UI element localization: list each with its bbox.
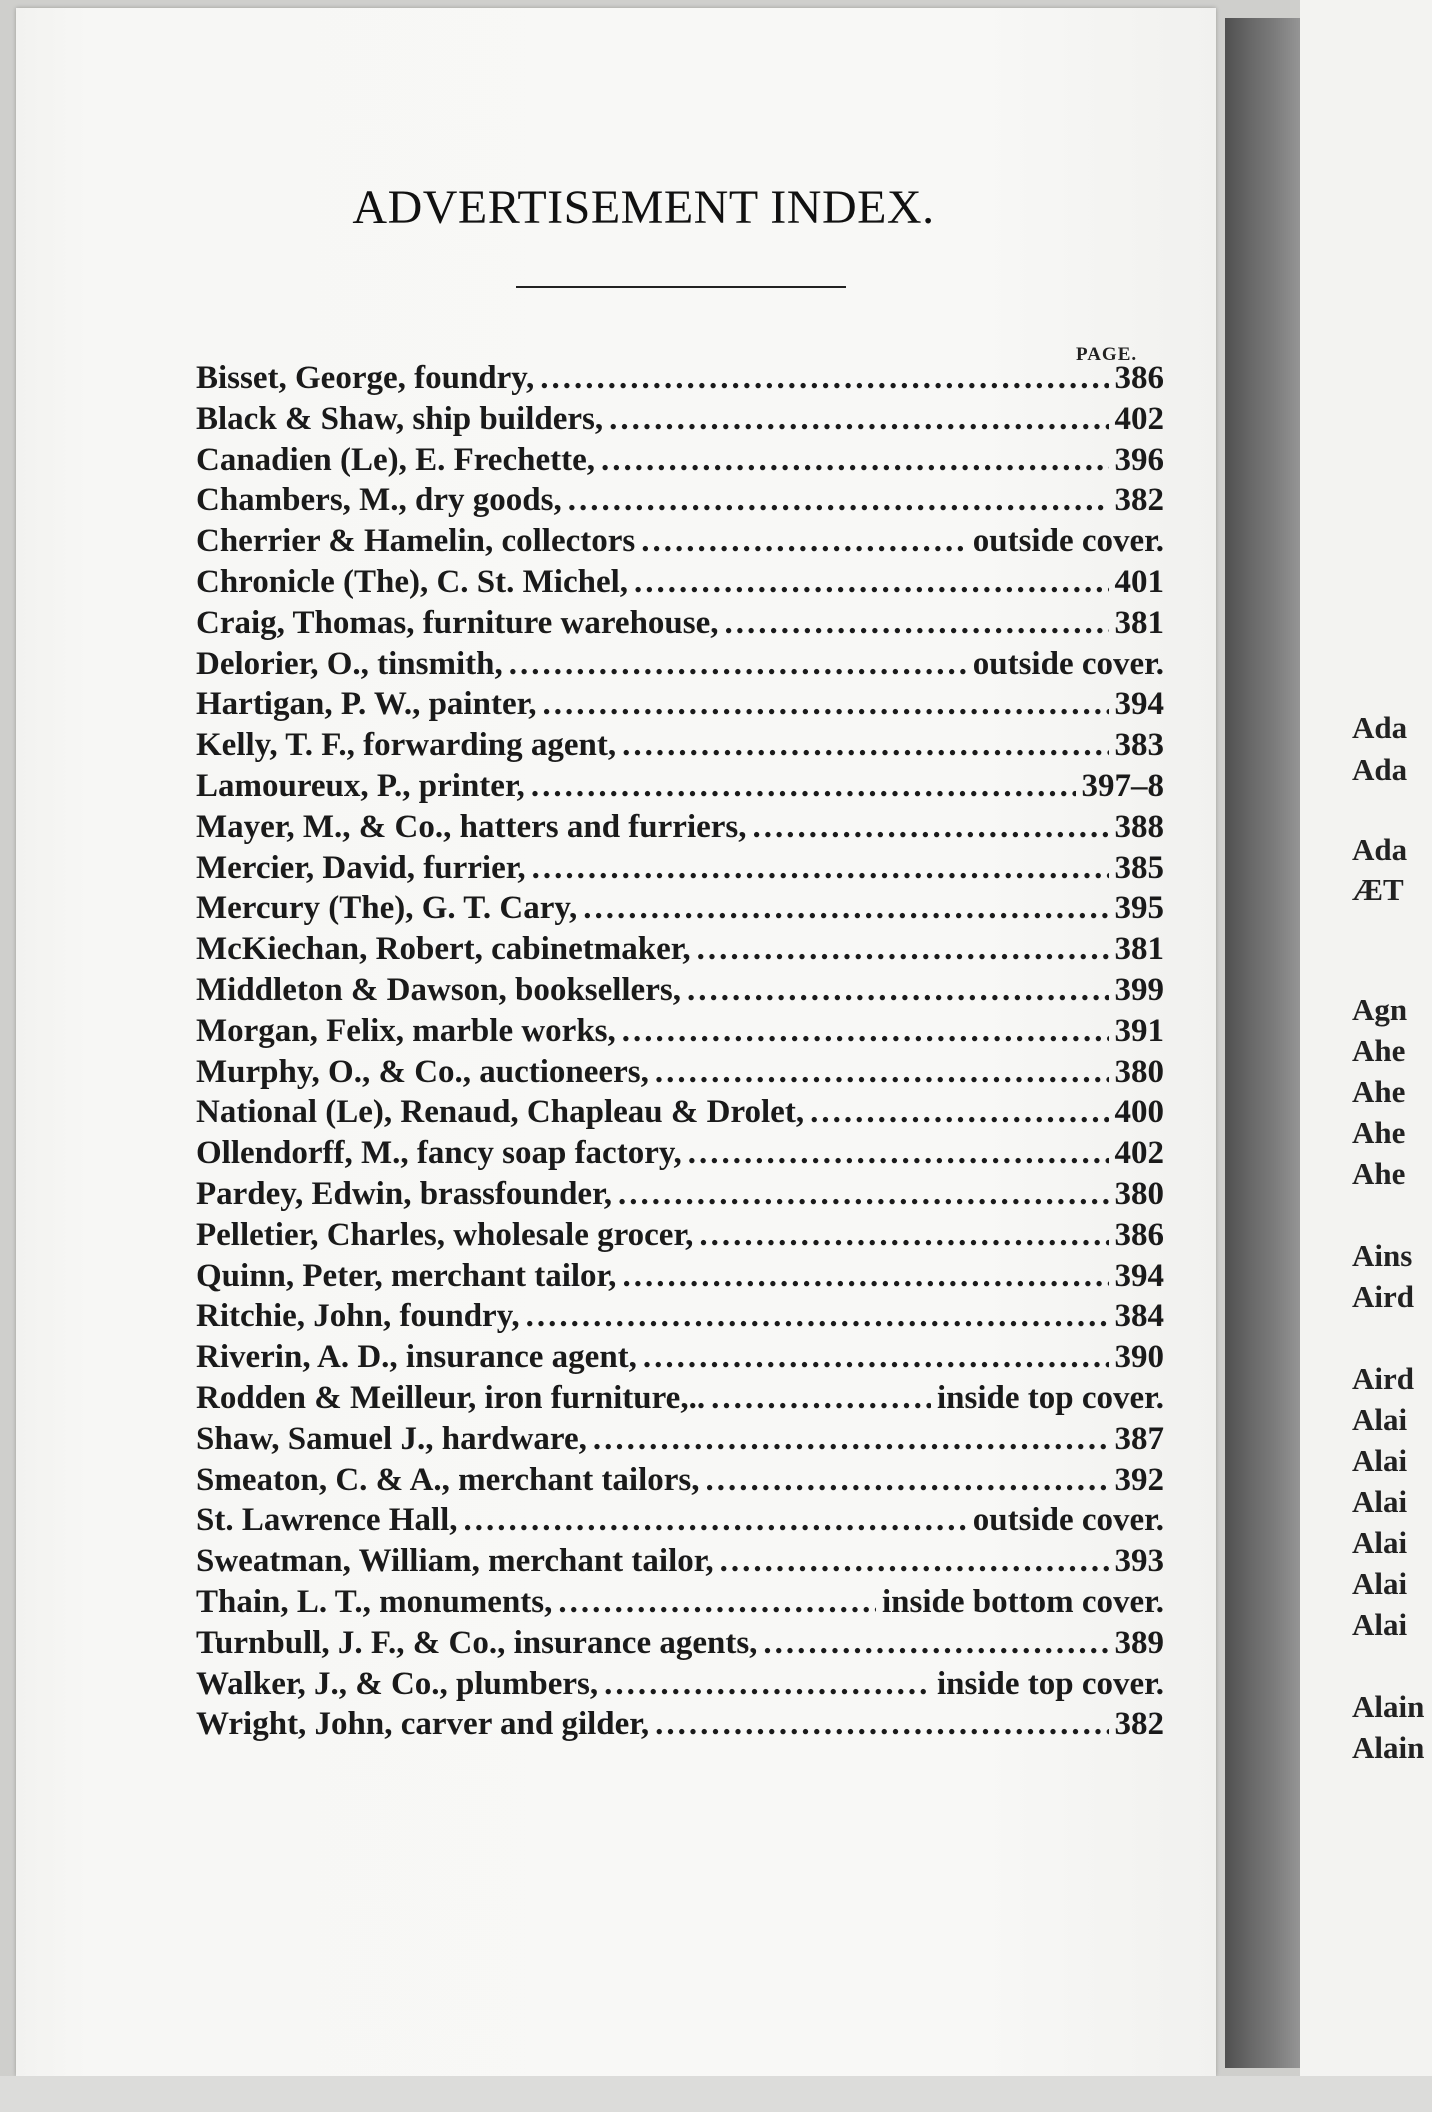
adjacent-page-text: Alai [1352,1443,1408,1478]
index-entry [196,442,1164,483]
dot-leader [509,646,967,683]
dot-leader [464,1502,967,1539]
entry-name: Bisset, George, foundry, [196,360,535,396]
adjacent-page-text: Ains [1352,1238,1413,1273]
entry-page-ref: 397–8 [1081,767,1164,804]
entry-name: Pelletier, Charles, wholesale grocer, [196,1216,694,1253]
index-entry [196,1584,1164,1625]
entry-name: Mayer, M., & Co., hatters and furriers, [196,808,747,845]
entry-page-ref: 393 [1114,1543,1164,1580]
dot-leader [711,1380,931,1417]
dot-leader [699,1217,1108,1254]
entry-page-ref: 396 [1114,441,1164,478]
dot-leader [655,1706,1108,1743]
page-column-header: PAGE. [1076,344,1138,365]
entry-name: Rodden & Meilleur, iron furniture,.. [196,1379,706,1416]
dot-leader [622,1013,1109,1050]
index-entry [196,972,1164,1013]
entry-page-ref: 386 [1114,1216,1164,1253]
index-entry [196,1380,1164,1421]
entry-page-ref: 400 [1114,1094,1164,1131]
entry-page-ref: inside top cover. [936,1379,1164,1416]
entry-name: Ritchie, John, foundry, [196,1298,520,1335]
entry-page-ref: outside cover. [972,1502,1164,1539]
index-entry [196,1135,1164,1176]
index-entry [196,646,1164,687]
dot-leader [540,360,1108,397]
adjacent-page-text: Ahe [1352,1033,1406,1068]
adjacent-page-text: Ada [1352,752,1408,787]
index-entry [196,850,1164,891]
entry-page-ref: 385 [1114,849,1164,886]
index-entry [196,768,1164,809]
entry-name: St. Lawrence Hall, [196,1502,458,1539]
entry-page-ref: 386 [1114,360,1164,396]
index-entry [196,809,1164,850]
entry-name: Craig, Thomas, furniture warehouse, [196,604,719,641]
dot-leader [542,686,1108,723]
dot-leader [532,850,1109,887]
dot-leader [622,727,1108,764]
entry-page-ref: 392 [1114,1461,1164,1498]
entry-page-ref: outside cover. [972,645,1164,682]
index-entry [196,686,1164,727]
dot-leader [618,1176,1109,1213]
entry-name: Canadien (Le), E. Frechette, [196,441,595,478]
index-entry [196,727,1164,768]
index-entry [196,1625,1164,1666]
entry-name: Morgan, Felix, marble works, [196,1012,616,1049]
entry-page-ref: 390 [1114,1339,1164,1376]
dot-leader [583,890,1108,927]
index-entry [196,1217,1164,1258]
adjacent-page-text: Aird [1352,1279,1414,1314]
adjacent-page [1300,0,1432,2112]
dot-leader [697,931,1109,968]
index-entry [196,890,1164,931]
entry-name: Ollendorff, M., fancy soap factory, [196,1135,682,1172]
dot-leader [720,1543,1109,1580]
index-entry [196,1013,1164,1054]
entry-name: Black & Shaw, ship builders, [196,400,604,437]
dot-leader [526,1298,1109,1335]
entry-name: National (Le), Renaud, Chapleau & Drolet, [196,1094,805,1131]
adjacent-page-text: Alai [1352,1566,1408,1601]
index-entry [196,360,1164,401]
entry-name: McKiechan, Robert, cabinetmaker, [196,931,691,968]
entry-name: Quinn, Peter, merchant tailor, [196,1257,617,1294]
entry-page-ref: inside bottom cover. [881,1583,1164,1620]
entry-page-ref: 395 [1114,890,1164,927]
index-entry [196,1176,1164,1217]
index-entry [196,482,1164,523]
index-entry [196,1543,1164,1584]
entry-name: Chambers, M., dry goods, [196,482,562,519]
entry-page-ref: 383 [1114,727,1164,764]
index-entry [196,1298,1164,1339]
entry-name: Sweatman, William, merchant tailor, [196,1543,714,1580]
entry-page-ref: 381 [1114,931,1164,968]
entry-name: Lamoureux, P., printer, [196,767,525,804]
index-entry [196,1258,1164,1299]
index-entry [196,1054,1164,1095]
entry-page-ref: 399 [1114,971,1164,1008]
page-title: ADVERTISEMENT INDEX. [352,181,935,234]
entry-page-ref: 382 [1114,482,1164,519]
entry-name: Hartigan, P. W., painter, [196,686,537,723]
entry-name: Murphy, O., & Co., auctioneers, [196,1053,649,1090]
index-entry [196,1094,1164,1135]
index-entry [196,1502,1164,1543]
adjacent-page-text: Alain [1352,1730,1425,1765]
entry-name: Riverin, A. D., insurance agent, [196,1339,637,1376]
dot-leader [634,564,1108,601]
entry-name: Mercury (The), G. T. Cary, [196,890,578,927]
index-entry [196,1666,1164,1707]
entry-page-ref: 402 [1114,400,1164,437]
dot-leader [531,768,1076,805]
book-spine-shadow [1225,18,1305,2068]
index-entry [196,1421,1164,1462]
dot-leader [687,972,1109,1009]
dot-leader [643,1339,1109,1376]
adjacent-page-text: Alain [1352,1689,1425,1724]
entry-name: Wright, John, carver and gilder, [196,1706,650,1743]
index-entry [196,1706,1164,1747]
adjacent-page-text: Alai [1352,1484,1408,1519]
dot-leader [641,523,967,560]
entry-name: Turnbull, J. F., & Co., insurance agents, [196,1624,758,1661]
entry-page-ref: 401 [1114,563,1164,600]
adjacent-page-text: Alai [1352,1402,1408,1437]
entry-name: Thain, L. T., monuments, [196,1583,553,1620]
dot-leader [622,1258,1108,1295]
entry-name: Middleton & Dawson, booksellers, [196,971,681,1008]
entry-page-ref: 380 [1114,1175,1164,1212]
dot-leader [655,1054,1109,1091]
dot-leader [609,401,1108,438]
adjacent-page-text: Ahe [1352,1074,1406,1109]
dot-leader [753,809,1109,846]
entry-page-ref: outside cover. [972,523,1164,560]
index-entry [196,605,1164,646]
adjacent-page-text: Ahe [1352,1115,1406,1150]
dot-leader [568,482,1109,519]
dot-leader [601,442,1109,479]
dot-leader [810,1094,1108,1131]
adjacent-page-text: Agn [1352,992,1408,1027]
adjacent-page-text: Alai [1352,1607,1408,1642]
entry-name: Kelly, T. F., forwarding agent, [196,727,617,764]
entry-page-ref: 394 [1114,686,1164,723]
dot-leader [688,1135,1109,1172]
index-entry [196,1339,1164,1380]
adjacent-page-text: Alai [1352,1525,1408,1560]
index-entry [196,931,1164,972]
title-rule [516,286,846,288]
dot-leader [593,1421,1109,1458]
entry-name: Pardey, Edwin, brassfounder, [196,1175,612,1212]
dot-leader [604,1666,931,1703]
entry-page-ref: 391 [1114,1012,1164,1049]
index-entries [196,360,1164,1747]
entry-name: Walker, J., & Co., plumbers, [196,1665,599,1702]
entry-name: Mercier, David, furrier, [196,849,526,886]
entry-name: Chronicle (The), C. St. Michel, [196,563,629,600]
entry-page-ref: inside top cover. [936,1665,1164,1702]
entry-page-ref: 380 [1114,1053,1164,1090]
dot-leader [558,1584,876,1621]
entry-page-ref: 384 [1114,1298,1164,1335]
entry-name: Smeaton, C. & A., merchant tailors, [196,1461,700,1498]
entry-page-ref: 381 [1114,604,1164,641]
adjacent-page-text: Ada [1352,710,1408,745]
adjacent-page-text: ÆT [1352,872,1404,907]
index-entry [196,564,1164,605]
scan-bottom-edge [0,2076,1432,2112]
index-entry [196,1462,1164,1503]
entry-name: Delorier, O., tinsmith, [196,645,503,682]
adjacent-page-text: Ahe [1352,1156,1406,1191]
dot-leader [763,1625,1108,1662]
adjacent-page-text: Ada [1352,832,1408,867]
entry-name: Cherrier & Hamelin, collectors [196,523,636,560]
entry-page-ref: 388 [1114,808,1164,845]
dot-leader [706,1462,1109,1499]
entry-page-ref: 382 [1114,1706,1164,1743]
adjacent-page-text: Aird [1352,1361,1414,1396]
book-page [16,8,1216,2076]
index-entry [196,401,1164,442]
entry-name: Shaw, Samuel J., hardware, [196,1420,587,1457]
dot-leader [725,605,1109,642]
entry-page-ref: 402 [1114,1135,1164,1172]
entry-page-ref: 389 [1114,1624,1164,1661]
index-entry [196,523,1164,564]
entry-page-ref: 387 [1114,1420,1164,1457]
entry-page-ref: 394 [1114,1257,1164,1294]
